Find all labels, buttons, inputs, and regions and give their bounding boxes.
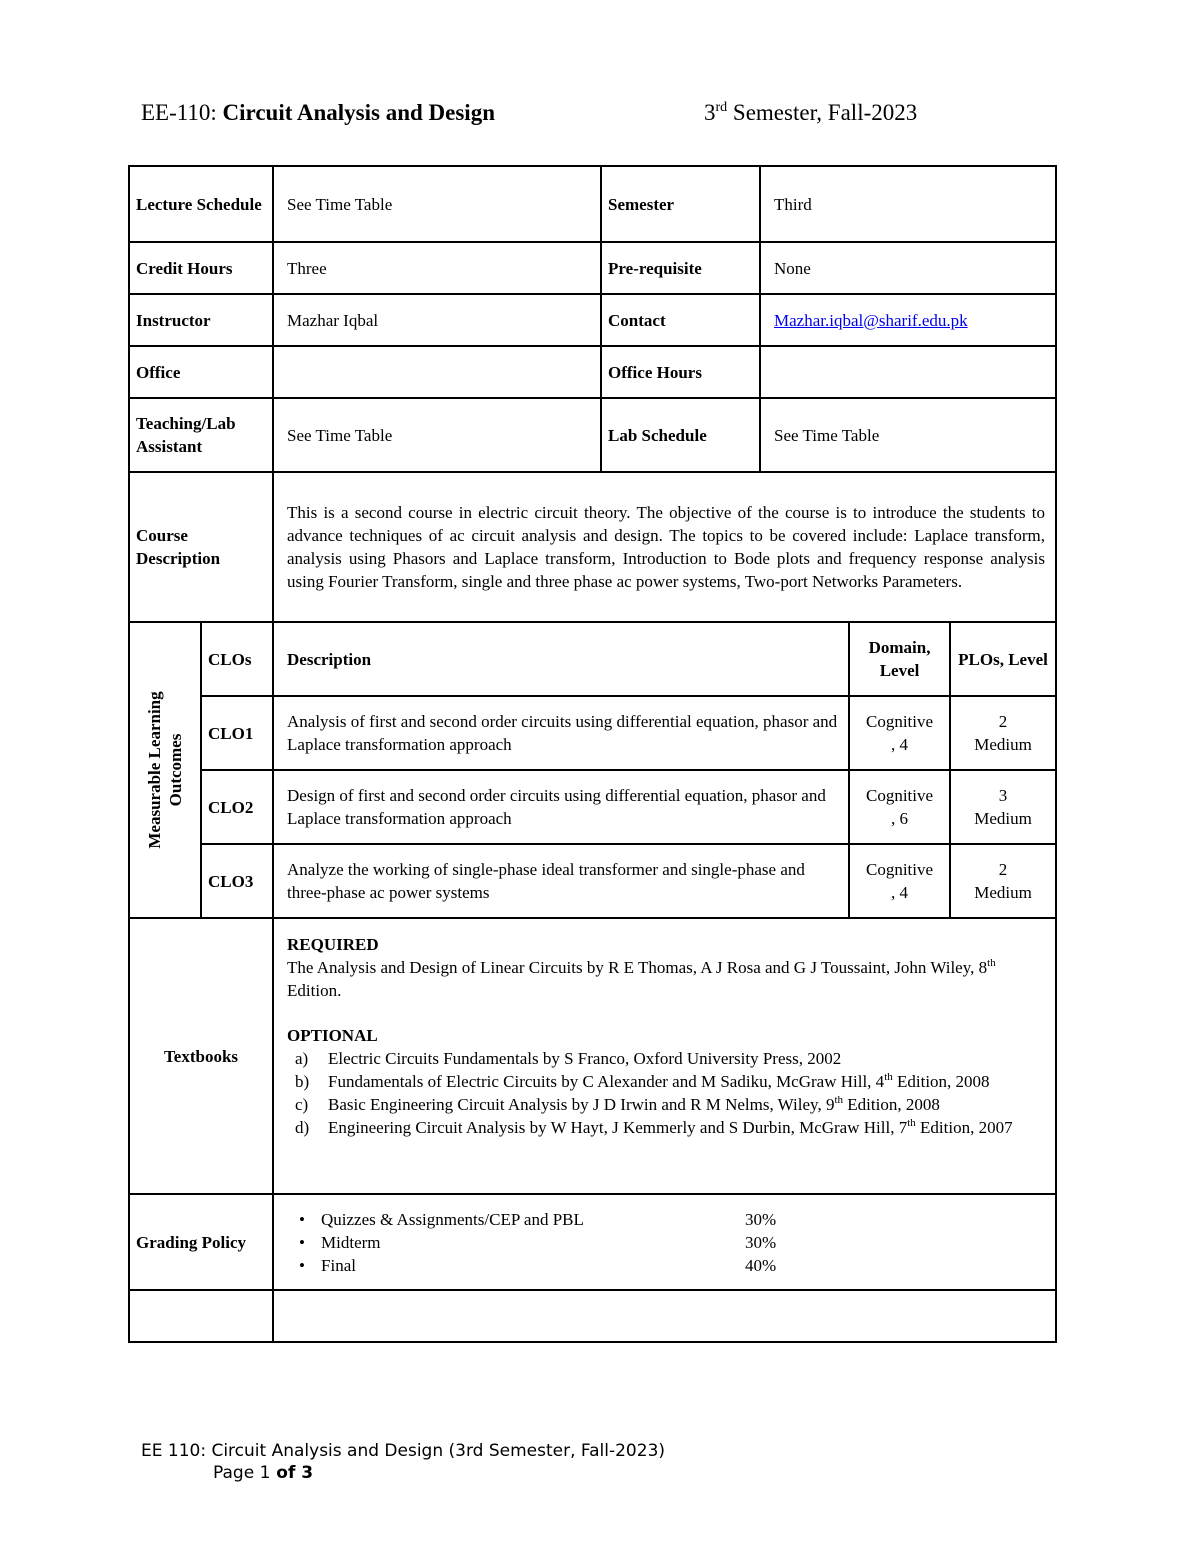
- optional-textbook-item: [287, 1093, 1045, 1116]
- semester-number: 3: [704, 100, 716, 125]
- clo-plo-level: Medium: [974, 883, 1032, 902]
- office-hours-value: [760, 346, 1056, 398]
- list-marker: c): [295, 1095, 309, 1114]
- optional-textbook-tail: Edition, 2008: [892, 1072, 990, 1091]
- course-code: EE-110:: [141, 100, 223, 125]
- page-word: Page: [213, 1463, 260, 1483]
- optional-textbook-text: Electric Circuits Fundamentals by S Franco, Oxford University Press, 2002: [328, 1049, 842, 1068]
- required-textbook-text: The Analysis and Design of Linear Circuits by R E Thomas, A J Rosa and G J Toussaint, John Wiley, 8: [287, 958, 988, 977]
- credit-hours-value: Three: [273, 242, 601, 294]
- optional-textbook-sup: th: [907, 1117, 916, 1129]
- page-current: 1: [259, 1463, 271, 1483]
- clo-plo: [950, 770, 1056, 844]
- clo-plo-level: Medium: [974, 809, 1032, 828]
- clo-row: [129, 770, 1056, 844]
- clo-plo: [950, 844, 1056, 918]
- bullet-icon: •: [299, 1255, 305, 1275]
- bullet-icon: •: [299, 1209, 305, 1229]
- clo-domain-name: Cognitive: [865, 860, 934, 879]
- clo-domain-name: Cognitive: [865, 786, 934, 805]
- office-value: [273, 346, 601, 398]
- list-marker: d): [295, 1118, 310, 1137]
- course-description-label: Course Description: [129, 472, 273, 622]
- grading-item-name: Quizzes & Assignments/CEP and PBL: [321, 1209, 584, 1229]
- clo-row: [129, 844, 1056, 918]
- clo-domain: [849, 696, 950, 770]
- textbooks-content: [273, 918, 1056, 1194]
- optional-textbook-sup: th: [884, 1071, 893, 1083]
- page-number: [141, 1462, 665, 1484]
- clo-domain-name: Cognitive: [865, 712, 934, 731]
- clo-side-label: [129, 622, 201, 918]
- optional-textbook-list: [287, 1047, 1045, 1139]
- optional-textbook-text: Fundamentals of Electric Circuits by C Alexander and M Sadiku, McGraw Hill, 4: [328, 1072, 885, 1091]
- contact-email-link[interactable]: Mazhar.iqbal@sharif.edu.pk: [774, 310, 968, 330]
- required-textbook-tail: Edition.: [287, 981, 342, 1000]
- grading-item: [287, 1254, 1049, 1277]
- grading-item-name: Final: [321, 1255, 356, 1275]
- clo-side-label-line1: Measurable Learning: [145, 691, 164, 849]
- clo-domain: [849, 844, 950, 918]
- list-marker: a): [295, 1049, 309, 1068]
- clo-description: Design of first and second order circuits using differential equation, phasor and Laplace transformation approach: [273, 770, 849, 844]
- semester-suffix: rd: [715, 100, 728, 115]
- optional-textbook-item: [287, 1116, 1045, 1139]
- optional-heading: OPTIONAL: [287, 1026, 378, 1045]
- grading-item-percent: 30%: [745, 1209, 777, 1229]
- row-teaching-assistant: [129, 398, 1056, 472]
- optional-textbook-text: Engineering Circuit Analysis by W Hayt, J Kemmerly and S Durbin, McGraw Hill, 7: [328, 1118, 908, 1137]
- clo-description: Analysis of first and second order circuits using differential equation, phasor and Laplace transformation approach: [273, 696, 849, 770]
- grading-label: Grading Policy: [129, 1194, 273, 1290]
- bullet-icon: •: [299, 1232, 305, 1252]
- required-textbook-sup: th: [987, 957, 996, 969]
- lecture-schedule-value: See Time Table: [273, 166, 601, 242]
- clo-plo-number: 2: [998, 712, 1008, 731]
- clo-domain-level: , 4: [891, 735, 909, 754]
- clos-header: CLOs: [201, 622, 273, 696]
- instructor-value: Mazhar Iqbal: [273, 294, 601, 346]
- page-total: of 3: [270, 1463, 314, 1483]
- list-marker: b): [295, 1072, 310, 1091]
- clo-row: [129, 696, 1056, 770]
- optional-textbook-item: [287, 1070, 1045, 1093]
- row-grading: [129, 1194, 1056, 1290]
- row-credit-hours: [129, 242, 1056, 294]
- optional-textbook-text: Basic Engineering Circuit Analysis by J D Irwin and R M Nelms, Wiley, 9: [328, 1095, 835, 1114]
- required-heading: REQUIRED: [287, 935, 379, 954]
- lab-schedule-label: Lab Schedule: [601, 398, 760, 472]
- row-office: [129, 346, 1056, 398]
- grading-item: [287, 1208, 1049, 1231]
- clo-plo: [950, 696, 1056, 770]
- page-footer: [141, 1440, 665, 1484]
- empty-cell-right: [273, 1290, 1056, 1342]
- contact-label: Contact: [601, 294, 760, 346]
- prerequisite-label: Pre-requisite: [601, 242, 760, 294]
- clo-plo-number: 2: [998, 860, 1008, 879]
- office-hours-label: Office Hours: [601, 346, 760, 398]
- grading-item-percent: 40%: [745, 1255, 777, 1275]
- grading-content: [273, 1194, 1056, 1290]
- lab-schedule-value: See Time Table: [760, 398, 1056, 472]
- empty-cell-left: [129, 1290, 273, 1342]
- clo-id: CLO2: [201, 770, 273, 844]
- semester-heading: [704, 100, 917, 126]
- ta-label: Teaching/Lab Assistant: [129, 398, 273, 472]
- row-course-description: [129, 472, 1056, 622]
- grading-list: [287, 1208, 1049, 1277]
- clo-domain-level: , 6: [891, 809, 909, 828]
- semester-value: Third: [760, 166, 1056, 242]
- textbooks-label: Textbooks: [129, 918, 273, 1194]
- footer-title: EE 110: Circuit Analysis and Design (3rd Semester, Fall-2023): [141, 1441, 666, 1461]
- prerequisite-value: None: [760, 242, 1056, 294]
- row-lecture-schedule: [129, 166, 1056, 242]
- domain-header: Domain, Level: [849, 622, 950, 696]
- course-description-text: This is a second course in electric circuit theory. The objective of the course is to introduce the students to advance techniques of ac circuit analysis and design. The topics to be covered include: Laplace transform, analysis using Phasors and Laplace transform, Introduction to Bode plots and frequency response analysis using Fourier Transform, single and three phase ac power systems, Two-port Networks Parameters.: [273, 472, 1056, 622]
- grading-item-percent: 30%: [745, 1232, 777, 1252]
- optional-textbook-tail: Edition, 2008: [843, 1095, 940, 1114]
- document-header: [141, 100, 961, 134]
- clo-header-row: [129, 622, 1056, 696]
- row-empty: [129, 1290, 1056, 1342]
- instructor-label: Instructor: [129, 294, 273, 346]
- office-label: Office: [129, 346, 273, 398]
- clo-plo-level: Medium: [974, 735, 1032, 754]
- course-name: Circuit Analysis and Design: [222, 100, 495, 125]
- lecture-schedule-label: Lecture Schedule: [129, 166, 273, 242]
- row-textbooks: [129, 918, 1056, 1194]
- ta-value: See Time Table: [273, 398, 601, 472]
- row-instructor: [129, 294, 1056, 346]
- course-title: [141, 100, 495, 126]
- required-textbook: [287, 956, 1045, 1002]
- grading-item-name: Midterm: [321, 1232, 381, 1252]
- course-info-table: [128, 165, 1057, 1343]
- clo-id: CLO3: [201, 844, 273, 918]
- clo-domain-level: , 4: [891, 883, 909, 902]
- semester-label: Semester: [601, 166, 760, 242]
- grading-item: [287, 1231, 1049, 1254]
- optional-textbook-sup: th: [834, 1094, 844, 1106]
- clo-id: CLO1: [201, 696, 273, 770]
- credit-hours-label: Credit Hours: [129, 242, 273, 294]
- clo-domain: [849, 770, 950, 844]
- plos-header: PLOs, Level: [950, 622, 1056, 696]
- clo-description: Analyze the working of single-phase ideal transformer and single-phase and three-phase ac power systems: [273, 844, 849, 918]
- description-header: Description: [273, 622, 849, 696]
- clo-side-label-line2: Outcomes: [166, 733, 185, 807]
- optional-textbook-tail: Edition, 2007: [915, 1118, 1013, 1137]
- clo-plo-number: 3: [998, 786, 1008, 805]
- optional-textbook-item: [287, 1047, 1045, 1070]
- semester-text: Semester, Fall-2023: [727, 100, 918, 125]
